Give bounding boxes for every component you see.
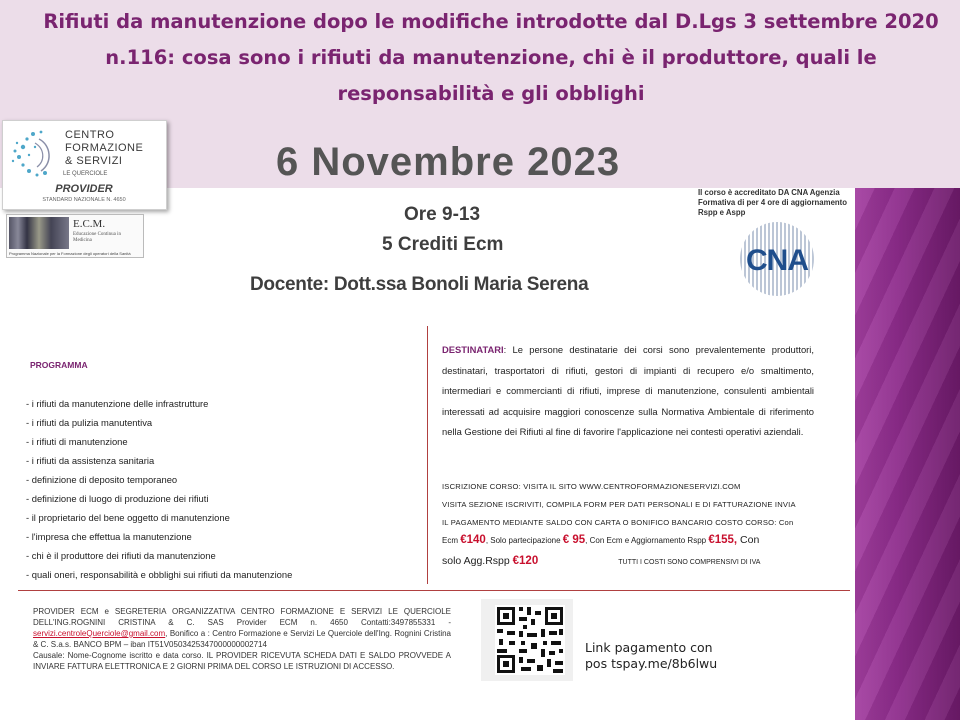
ecm-logo	[6, 214, 144, 258]
course-teacher: Docente: Dott.ssa Bonoli Maria Serena	[250, 274, 589, 295]
course-credits: 5 Crediti Ecm	[382, 234, 504, 255]
list-item: - quali oneri, responsabilità e obblighi sui rifiuti da manutenzione	[26, 569, 293, 580]
price-ecm: €140	[460, 534, 486, 546]
ecm-caption: Programma Nazionale per la Formazione degli operatori della Sanità	[9, 251, 131, 256]
cna-logo-text: CNA	[746, 244, 808, 277]
logo-line-2: FORMAZIONE	[65, 142, 144, 154]
list-item: - i rifiuti da pulizia manutentiva	[26, 417, 153, 428]
payment-link[interactable]	[585, 640, 717, 672]
list-item: - i rifiuti da assistenza sanitaria	[26, 455, 155, 466]
price-text: , Con Ecm e Aggiornamento Rspp	[585, 536, 709, 545]
iscrizione-line-3: IL PAGAMENTO MEDIANTE SALDO CON CARTA O BONIFICO BANCARIO COSTO CORSO: Con	[442, 518, 794, 527]
list-item: - il proprietario del bene oggetto di manutenzione	[26, 512, 230, 523]
prices-line-1	[442, 530, 820, 551]
destinatari-label: DESTINATARI	[442, 344, 504, 355]
iscrizione-line-2: VISITA SEZIONE ISCRIVITI, COMPILA FORM PER DATI PERSONALI E DI FATTURAZIONE INVIA	[442, 500, 796, 509]
course-hours: Ore 9-13	[404, 204, 481, 225]
list-item: - l'impresa che effettua la manutenzione	[26, 531, 192, 542]
logo-line-3: & SERVIZI	[65, 155, 123, 167]
list-item: - definizione di luogo di produzione dei rifiuti	[26, 493, 209, 504]
decorative-side-band	[855, 188, 960, 720]
list-item: - chi è il produttore dei rifiuti da manutenzione	[26, 550, 216, 561]
price-rspp: €120	[512, 555, 539, 567]
ecm-photo-icon	[9, 217, 69, 249]
ecm-title: E.C.M.	[73, 218, 106, 230]
title-line-3: responsabilità e gli obblighi	[337, 82, 645, 105]
destinatari-text: : Le persone destinatarie dei corsi sono prevalentemente produttori, destinatari, trasportatori di rifiuti, gestori di impianti di recupero e/o smaltimento, intermediari e commercianti di rifiuti, imprese di manutenzione, consulenti ambientali interessati ad acquisire maggiori conoscenze sulla Normativa Ambientale di riferimento nella Gestione dei Rifiuti al fine di favorire l'applicazione nei contesti operativi aziendali.	[442, 344, 814, 437]
footer-part-1: PROVIDER ECM e SEGRETERIA ORGANIZZATIVA CENTRO FORMAZIONE E SERVIZI LE QUERCIOLE DELL'ING.ROGNINI CRISTINA & C. SAS Provider ECM n. 4650 Contatti:3497855331 -	[33, 607, 451, 627]
programma-list	[26, 394, 421, 584]
footer-text	[33, 607, 451, 672]
centro-formazione-logo	[2, 120, 167, 210]
list-item: - definizione di deposito temporaneo	[26, 474, 178, 485]
qr-code-graphic	[481, 599, 573, 681]
logo-provider: PROVIDER	[55, 183, 113, 195]
payment-link-line-1: Link pagamento con	[585, 640, 713, 655]
title-line-2: n.116: cosa sono i rifiuti da manutenzione, chi è il produttore, quali le	[105, 46, 877, 69]
iva-note: TUTTI I COSTI SONO COMPRENSIVI DI IVA	[618, 559, 761, 566]
price-solo: € 95	[562, 534, 586, 546]
qr-code-icon[interactable]	[481, 599, 573, 681]
price-text: Con	[737, 534, 760, 546]
cna-logo-icon	[740, 222, 814, 296]
logo-dots-icon	[9, 127, 64, 182]
ecm-subtitle: Educazione Continua in Medicina	[73, 232, 122, 243]
programma-title: PROGRAMMA	[30, 360, 88, 370]
prices-line-2	[442, 551, 820, 573]
list-item: - i rifiuti di manutenzione	[26, 436, 128, 447]
course-date: 6 Novembre 2023	[276, 140, 621, 184]
destinatari-paragraph	[442, 340, 814, 443]
iscrizione-block	[442, 478, 822, 532]
cna-accreditation-text: Il corso è accreditato DA CNA Agenzia Formativa di per 4 ore di aggiornamento Rspp e Aspp	[698, 188, 848, 217]
payment-link-line-2: pos tspay.me/8b6lwu	[585, 656, 718, 671]
logo-standard: STANDARD NAZIONALE N. 4650	[42, 197, 126, 203]
footer-email-link[interactable]: servizi.centroleQuerciole@gmail.com	[33, 628, 166, 638]
vertical-divider	[427, 326, 428, 584]
price-text: , Solo partecipazione	[485, 536, 563, 545]
iscrizione-line-1: ISCRIZIONE CORSO: VISITA IL SITO WWW.CENTROFORMAZIONESERVIZI.COM	[442, 482, 741, 491]
horizontal-divider	[18, 590, 850, 591]
price-text: Ecm	[442, 536, 461, 545]
logo-line-1: CENTRO	[65, 129, 115, 141]
list-item: - i rifiuti da manutenzione delle infrastrutture	[26, 398, 209, 409]
title-line-1: Rifiuti da manutenzione dopo le modifiche introdotte dal D.Lgs 3 settembre 2020	[43, 10, 939, 33]
footer-part-2: , Bonifico a : Centro Formazione e Servizi Le Querciole dell'Ing. Rognini Cristina & C. S.a.s. BANCO BPM – iban IT51V0503425347000000002714	[33, 628, 451, 649]
footer-part-3: Causale: Nome-Cognome iscritto e data corso. IL PROVIDER RICEVUTA SCHEDA DATI E SALDO PROVVEDE A INVIARE FATTURA ELETTRONICA E 2 GIORNI PRIMA DEL CORSO LE ISTRUZIONI DI ACCESSO.	[33, 650, 451, 671]
logo-small-text: LE QUERCIOLE	[63, 171, 108, 177]
page-title	[22, 4, 960, 112]
prices-block	[442, 530, 820, 573]
price-text: solo Agg.Rspp	[442, 555, 513, 567]
price-ecm-rspp: €155,	[708, 534, 738, 546]
